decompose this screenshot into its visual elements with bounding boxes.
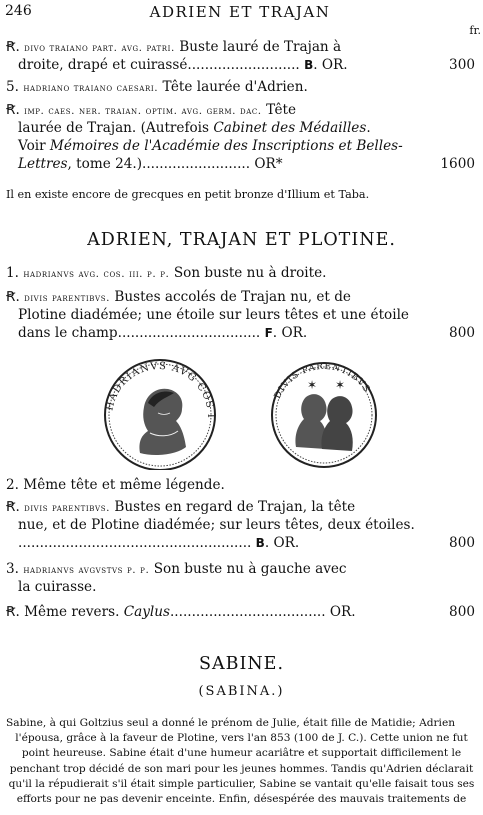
reverse-mark: Ꞧ.	[6, 499, 20, 515]
description-continued: laurée de Trajan. (Autrefois	[18, 120, 214, 136]
coin-drawings	[98, 355, 383, 470]
reverse-mark: Ꞧ.	[6, 289, 20, 305]
description: Son buste nu à droite.	[169, 265, 327, 281]
description: Tête laurée d'Adrien.	[158, 79, 308, 95]
coin-legend: hadrianvs avg. cos. iii. p. p.	[23, 268, 170, 280]
punctuation: .	[366, 120, 371, 136]
page-number: 246	[5, 3, 32, 19]
coin-legend: imp. caes. ner. traian. optim. avg. germ. dac.	[24, 105, 262, 117]
metal: OR.	[273, 535, 300, 551]
metal: OR.	[281, 325, 308, 341]
description-continued: dans le champ	[18, 325, 118, 341]
reverse-entry-3	[6, 603, 475, 621]
reverse-mark: Ꞧ.	[6, 39, 20, 55]
paragraph-line: qu'il la répudierait s'il était simple particulier, Sabine se vantait qu'elle faisait tous ses	[8, 777, 475, 790]
section-title-sabine: SABINE.	[198, 654, 285, 674]
description: Buste lauré de Trajan à	[174, 39, 342, 55]
memoires-reference: Mémoires de l'Académie des Inscriptions et Belles-	[49, 138, 403, 154]
metal: OR.	[321, 57, 348, 73]
section-title: ADRIEN, TRAJAN ET PLOTINE.	[87, 230, 396, 250]
reverse-coin	[272, 362, 376, 467]
price: 800	[449, 604, 475, 620]
reverse-entry-1: Ꞧ. divis parentibvs. Bustes accolés de Trajan nu, et de Plotine diadémée; une étoile sur leurs têtes et une étoile dans le champ................................. F. OR. 800	[6, 289, 475, 341]
currency-unit: fr.	[469, 24, 481, 37]
coin-legend: divo traiano part. avg. patri.	[24, 42, 175, 54]
footnote	[6, 186, 475, 204]
leader-dots: ..........................	[187, 57, 300, 73]
entry-number: 5.	[6, 79, 19, 95]
cabinet-reference: Cabinet des Médailles	[213, 120, 367, 136]
description: Même tête et même légende.	[18, 477, 225, 493]
catalog-entry-1	[6, 264, 475, 282]
rarity-mark: B	[304, 58, 314, 72]
biography-paragraph	[6, 716, 477, 807]
reverse-entry-5	[6, 101, 475, 173]
description: Son buste nu à gauche avec	[149, 561, 347, 577]
obverse-coin	[98, 355, 216, 470]
description: Bustes en regard de Trajan, la tête	[110, 499, 356, 515]
description-continued: la cuirasse.	[18, 579, 97, 595]
leader-dots: ....................................	[169, 604, 326, 620]
entry-number: 2.	[6, 477, 19, 493]
obverse-legend-text: HADRIANVS AVG COS I	[104, 360, 217, 420]
description-continued: droite, drapé et cuirassé	[18, 57, 188, 73]
rarity-mark: F	[264, 326, 273, 340]
rarity-mark: B	[255, 536, 265, 550]
price: 300	[449, 57, 475, 73]
entry-number: 3.	[6, 561, 19, 577]
leader-dots: .........................	[142, 156, 251, 172]
description-continued: nue, et de Plotine diadémée; sur leurs têtes, deux étoiles.	[18, 517, 415, 533]
svg-text:✶: ✶	[306, 378, 318, 392]
caylus-reference: Caylus	[123, 604, 170, 620]
running-title: ADRIEN ET TRAJAN	[149, 3, 331, 21]
paragraph-line: Sabine, à qui Goltzius seul a donné le prénom de Julie, était fille de Matidie; Adrien	[6, 717, 456, 729]
reverse-mark: Ꞧ.	[6, 604, 20, 620]
description: Tête	[261, 102, 297, 118]
leader-dots: ......................................................	[18, 535, 252, 551]
catalog-entry-5	[6, 78, 475, 96]
description-continued: , tome 24.)	[67, 156, 142, 172]
reverse-mark: Ꞧ.	[6, 102, 20, 118]
lettres-reference: Lettres	[18, 156, 68, 172]
entry-number: 1.	[6, 265, 19, 281]
coin-illustration	[98, 355, 383, 470]
coin-legend: hadrianvs avgvstvs p. p.	[23, 564, 150, 576]
price: 800	[449, 325, 475, 341]
svg-text:✶: ✶	[334, 378, 346, 392]
paragraph-line: efforts pour ne pas devenir enceinte. Enfin, désespérée des mauvais traitements de	[16, 793, 467, 806]
page-header	[5, 3, 475, 25]
note-text: Il en existe encore de grecques en petit bronze d'Illium et Taba.	[6, 188, 370, 201]
metal: OR*	[254, 156, 283, 172]
paragraph-line: penchant trop décidé de son mari pour les jeunes hommes. Tandis qu'Adrien déclarait	[9, 762, 474, 775]
coin-legend: divis parentibvs.	[24, 502, 111, 514]
description: Même revers.	[19, 604, 124, 620]
price: 800	[449, 535, 475, 551]
description-continued: Voir	[18, 138, 50, 154]
reverse-legend-text: DIVIS PARENTIBVS	[272, 361, 372, 401]
reverse-entry-2: Ꞧ. divis parentibvs. Bustes en regard de Trajan, la tête nue, et de Plotine diadémée; sur leurs têtes, deux étoiles. ...................................................... B. OR. 800	[6, 499, 475, 551]
description-continued: Plotine diadémée; une étoile sur leurs têtes et une étoile	[18, 307, 409, 323]
catalog-entry-2	[6, 476, 475, 494]
leader-dots: .................................	[117, 325, 261, 341]
description: Bustes accolés de Trajan nu, et de	[110, 289, 351, 305]
price: 1600	[440, 156, 475, 172]
paragraph-line: point heureuse. Sabine était d'une humeur acariâtre et supportait difficilement le	[21, 747, 462, 760]
coin-legend: divis parentibvs.	[24, 292, 111, 304]
reverse-entry-4: Ꞧ. divo traiano part. avg. patri. Buste lauré de Trajan à droite, drapé et cuirassé.......................... B. OR. 300	[6, 39, 475, 73]
catalog-entry-3	[6, 560, 475, 596]
section-subtitle: (SABINA.)	[198, 684, 285, 699]
coin-legend: hadriano traiano caesari.	[23, 82, 159, 94]
paragraph-line: l'épousa, grâce à la faveur de Plotine, vers l'an 853 (100 de J. C.). Cette union ne fut	[15, 732, 468, 745]
metal: OR.	[329, 604, 356, 620]
